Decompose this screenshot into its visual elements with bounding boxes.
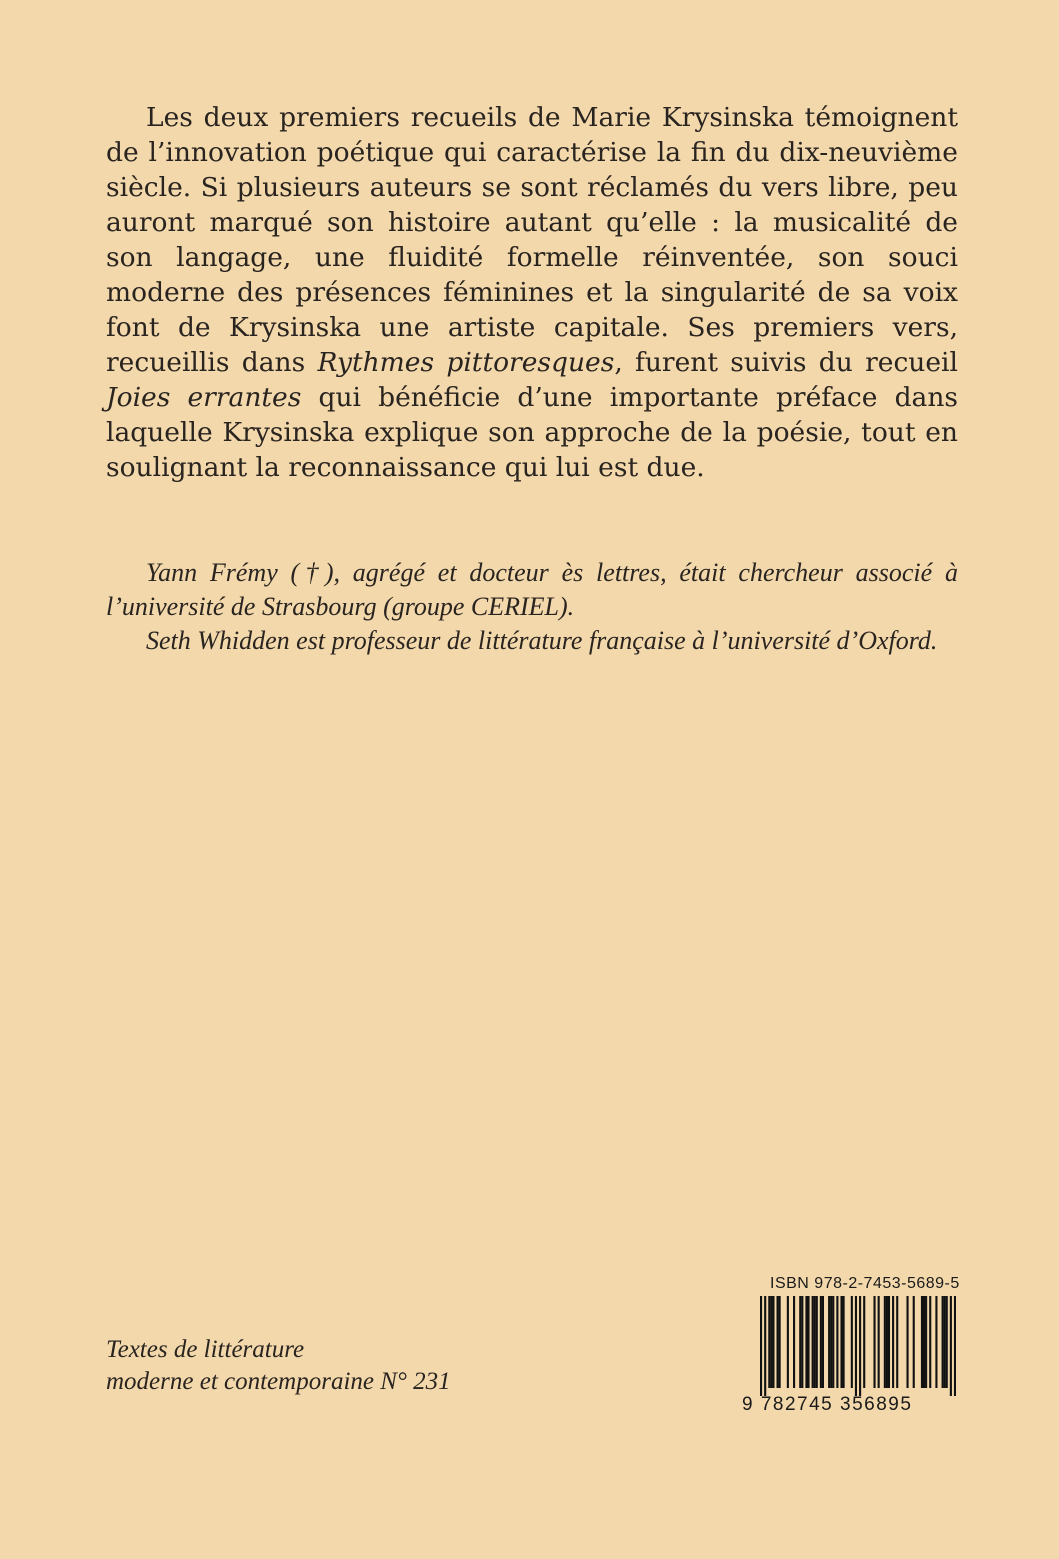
barcode-bar — [793, 1296, 795, 1388]
barcode-bar — [768, 1296, 770, 1388]
blurb-paragraph: Les deux premiers recueils de Marie Krysinska témoignent de l’innovation poétique qui caractérise la fin du dix-neuvième siècle. Si plusieurs auteurs se sont réclamés du vers libre, peu auront marqué son histoire autant qu’elle : la musicalité de son langage, une fluidité formelle réinventée, son souci moderne des présences féminines et la singularité de sa voix font de Krysinska une artiste capitale. Ses premiers vers, recueillis dans Rythmes pittoresques, furent suivis du recueil Joies errantes qui bénéficie d’une importante préface dans laquelle Krysinska explique son approche de la poésie, tout en soulignant la reconnaissance qui lui est due. — [106, 102, 959, 483]
barcode-bar — [801, 1296, 803, 1388]
barcode-bar — [822, 1296, 824, 1388]
barcode-bar — [805, 1296, 807, 1388]
barcode-bar — [799, 1296, 801, 1388]
barcode-bar — [929, 1296, 931, 1388]
barcode-bar — [787, 1296, 789, 1388]
back-cover-blurb — [106, 100, 958, 485]
barcode — [760, 1296, 956, 1396]
book-title-rythmes: Rythmes pittoresques — [317, 347, 615, 378]
barcode-bar — [892, 1296, 894, 1388]
barcode-bar — [764, 1296, 766, 1396]
barcode-bar — [859, 1296, 861, 1396]
barcode-bar — [896, 1296, 898, 1388]
barcode-bar — [779, 1296, 781, 1388]
barcode-bar — [807, 1296, 809, 1388]
barcode-bar — [954, 1296, 956, 1396]
barcode-bar — [873, 1296, 875, 1388]
barcode-bar — [855, 1296, 857, 1396]
barcode-bar — [944, 1296, 946, 1388]
barcode-bar — [832, 1296, 834, 1388]
barcode-bar — [820, 1296, 822, 1388]
barcode-digits: 9 782745 356895 — [742, 1394, 913, 1415]
author-bios — [106, 556, 958, 658]
barcode-bar — [836, 1296, 838, 1388]
barcode-bar — [913, 1296, 915, 1388]
bio-whidden: Seth Whidden est professeur de littérature française à l’université d’Oxford. — [146, 626, 938, 655]
barcode-bar — [777, 1296, 779, 1388]
series-info — [106, 1334, 451, 1398]
barcode-bar — [935, 1296, 937, 1388]
barcode-bar — [884, 1296, 886, 1388]
barcode-bar — [878, 1296, 880, 1388]
barcode-bar — [851, 1296, 853, 1388]
bio-fremy: Yann Frémy (†), agrégé et docteur ès lettres, était chercheur associé à l’université de Strasbourg (groupe CERIEL). — [106, 558, 958, 621]
barcode-bar — [923, 1296, 925, 1388]
barcode-bar — [843, 1296, 845, 1388]
barcode-bar — [770, 1296, 772, 1388]
barcode-bar — [886, 1296, 888, 1388]
barcode-bar — [828, 1296, 830, 1388]
barcode-bar — [830, 1296, 832, 1388]
series-line-2: moderne et contemporaine N° 231 — [106, 1368, 451, 1395]
barcode-bar — [906, 1296, 908, 1388]
barcode-bar — [816, 1296, 818, 1388]
barcode-bar — [840, 1296, 842, 1388]
barcode-bar — [942, 1296, 944, 1388]
barcode-bar — [760, 1296, 762, 1396]
barcode-bar — [814, 1296, 816, 1388]
barcode-bar — [812, 1296, 814, 1388]
barcode-bar — [925, 1296, 927, 1388]
barcode-bar — [921, 1296, 923, 1388]
series-line-1: Textes de littérature — [106, 1336, 305, 1363]
isbn-label: ISBN 978-2-7453-5689-5 — [770, 1275, 960, 1292]
barcode-bar — [772, 1296, 774, 1388]
barcode-bar — [950, 1296, 952, 1396]
book-title-joies: Joies errantes — [106, 382, 302, 413]
barcode-bar — [888, 1296, 890, 1388]
barcode-bar — [863, 1296, 865, 1388]
barcode-bar — [946, 1296, 948, 1388]
